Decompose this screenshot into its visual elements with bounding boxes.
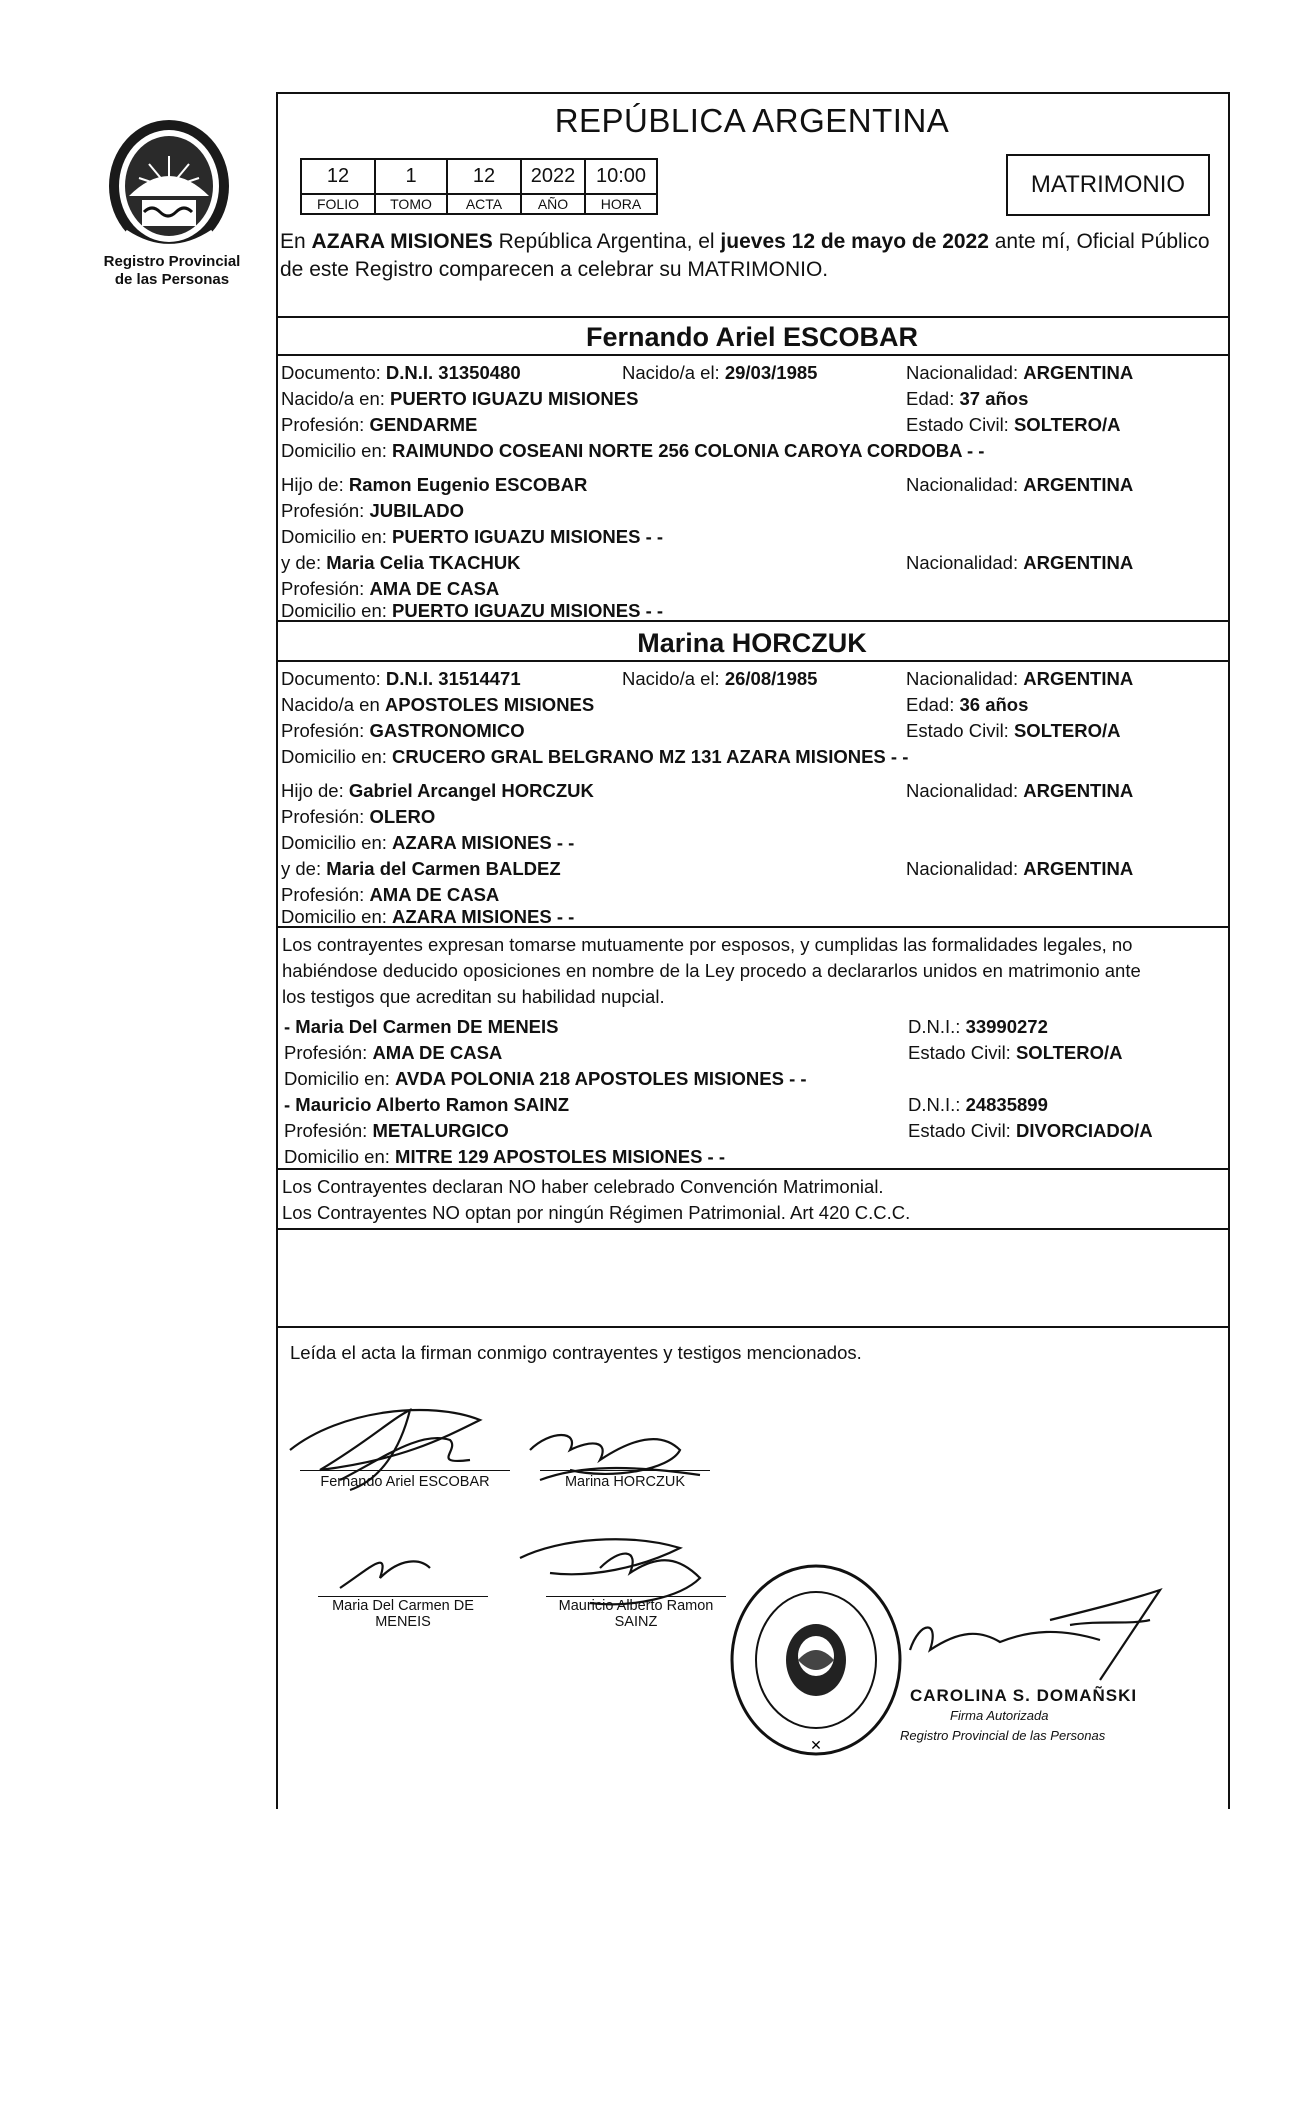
spouse1-mother-profession xyxy=(281,578,499,600)
label: Profesión: xyxy=(284,1042,368,1063)
label: Estado Civil: xyxy=(908,1120,1011,1141)
signature-name-3-line2: MENEIS xyxy=(375,1614,431,1630)
value: D.N.I. 31350480 xyxy=(385,362,521,383)
signature-name-4 xyxy=(546,1598,726,1630)
spouse2-father xyxy=(281,780,594,802)
closing-text: Leída el acta la firman conmigo contrayentes y testigos mencionados. xyxy=(290,1342,862,1363)
record-type-box: MATRIMONIO xyxy=(1006,154,1210,216)
label: Nacionalidad: xyxy=(906,362,1019,383)
value: AMA DE CASA xyxy=(372,1042,503,1063)
value: SOLTERO/A xyxy=(1015,1042,1123,1063)
spouse2-doc xyxy=(281,668,521,690)
intro-pre: En xyxy=(280,230,312,253)
label: Edad: xyxy=(906,694,955,715)
value: 29/03/1985 xyxy=(724,362,818,383)
seal-caption xyxy=(92,253,252,289)
label: D.N.I.: xyxy=(908,1094,961,1115)
rule-after-name1 xyxy=(276,354,1228,356)
witness2-address xyxy=(284,1146,725,1168)
value: SOLTERO/A xyxy=(1013,720,1121,741)
label: Estado Civil: xyxy=(906,720,1009,741)
spouse2-civil-status xyxy=(906,720,1121,742)
value: DIVORCIADO/A xyxy=(1015,1120,1153,1141)
rule-before-closing xyxy=(276,1326,1228,1328)
witness2-profession xyxy=(284,1120,509,1142)
label: Profesión: xyxy=(281,500,365,521)
label: Domicilio en: xyxy=(284,1146,390,1167)
seal-caption-line2: de las Personas xyxy=(114,271,230,288)
label: Domicilio en: xyxy=(281,526,387,547)
value: APOSTOLES MISIONES xyxy=(384,694,595,715)
value: Gabriel Arcangel HORCZUK xyxy=(348,780,594,801)
spouse2-father-nationality xyxy=(906,780,1133,802)
value: AMA DE CASA xyxy=(369,884,500,905)
official-line3: Registro Provincial de las Personas xyxy=(900,1728,1106,1743)
value: ARGENTINA xyxy=(1023,780,1134,801)
page-title: REPÚBLICA ARGENTINA xyxy=(554,102,950,139)
value: 36 años xyxy=(959,694,1029,715)
label: Nacido/a en: xyxy=(281,388,385,409)
spouse2-mother xyxy=(281,858,561,880)
anio-value: 2022 xyxy=(521,159,585,194)
label: D.N.I.: xyxy=(908,1016,961,1037)
spouse2-mother-address xyxy=(281,906,574,928)
spouse1-mother-nationality xyxy=(906,552,1133,574)
label: Profesión: xyxy=(281,884,365,905)
value: CRUCERO GRAL BELGRANO MZ 131 AZARA MISIONES - - xyxy=(392,746,909,767)
witness1-profession xyxy=(284,1042,502,1064)
spouse1-doc xyxy=(281,362,521,384)
witness2-civil-status xyxy=(908,1120,1153,1142)
value: AMA DE CASA xyxy=(369,578,500,599)
label: Domicilio en: xyxy=(281,906,387,927)
value: ARGENTINA xyxy=(1023,858,1134,879)
spouse2-father-address xyxy=(281,832,574,854)
signature-name-4-line2: SAINZ xyxy=(614,1614,658,1630)
label: Nacionalidad: xyxy=(906,552,1019,573)
label: Estado Civil: xyxy=(906,414,1009,435)
value: 37 años xyxy=(959,388,1029,409)
value: METALURGICO xyxy=(372,1120,509,1141)
provincial-seal xyxy=(104,116,234,256)
declaration-line2: habiéndose deducido oposiciones en nombre de la Ley procedo a declararlos unidos en matrimonio ante xyxy=(282,960,1141,981)
intro-place: AZARA MISIONES xyxy=(311,230,493,253)
notes-paragraph xyxy=(282,1174,1222,1226)
label: Documento: xyxy=(281,668,381,689)
svg-text:✕: ✕ xyxy=(810,1737,822,1753)
label: Nacido/a en xyxy=(281,694,380,715)
spouse2-name: Marina HORCZUK xyxy=(637,628,867,658)
spouse1-father-address xyxy=(281,526,663,548)
signature-line-1 xyxy=(300,1470,510,1471)
value: MITRE 129 APOSTOLES MISIONES - - xyxy=(395,1146,726,1167)
witness2-dni xyxy=(908,1094,1048,1116)
value: PUERTO IGUAZU MISIONES - - xyxy=(392,526,664,547)
value: - Maria Del Carmen DE MENEIS xyxy=(284,1016,559,1037)
signature-name-3 xyxy=(318,1598,488,1630)
label: Edad: xyxy=(906,388,955,409)
spouse2-birth-place xyxy=(281,694,594,716)
rule-after-intro xyxy=(276,316,1228,318)
witness1-address xyxy=(284,1068,807,1090)
value: RAIMUNDO COSEANI NORTE 256 COLONIA CAROYA CORDOBA - - xyxy=(392,440,985,461)
signature-line-3 xyxy=(318,1596,488,1597)
label: Hijo de: xyxy=(281,474,344,495)
value: D.N.I. 31514471 xyxy=(385,668,521,689)
label: Nacionalidad: xyxy=(906,858,1019,879)
spouse1-civil-status xyxy=(906,414,1121,436)
label: Nacionalidad: xyxy=(906,474,1019,495)
intro-post: ante mí, Oficial Público de este Registro comparecen a celebrar su MATRIMONIO. xyxy=(280,230,1210,281)
official-line2: Firma Autorizada xyxy=(950,1708,1049,1723)
rule-after-name2 xyxy=(276,660,1228,662)
witness1-civil-status xyxy=(908,1042,1123,1064)
value: OLERO xyxy=(369,806,436,827)
signature-name-1: Fernando Ariel ESCOBAR xyxy=(320,1474,490,1490)
spouse2-age xyxy=(906,694,1028,716)
value: GASTRONOMICO xyxy=(369,720,525,741)
label: Estado Civil: xyxy=(908,1042,1011,1063)
declaration-line3: los testigos que acreditan su habilidad nupcial. xyxy=(282,986,665,1007)
label: Nacionalidad: xyxy=(906,780,1019,801)
spouse1-mother xyxy=(281,552,521,574)
declaration-line1: Los contrayentes expresan tomarse mutuamente por esposos, y cumplidas las formalidades legales, no xyxy=(282,934,1133,955)
spouse1-address xyxy=(281,440,984,462)
intro-mid: República Argentina, el xyxy=(492,230,721,253)
signature-line-2 xyxy=(540,1470,710,1471)
value: PUERTO IGUAZU MISIONES - - xyxy=(392,600,664,621)
hora-value: 10:00 xyxy=(585,159,657,194)
official-signature xyxy=(900,1580,1200,1690)
spouse2-birth-date xyxy=(622,668,817,690)
spouse1-name: Fernando Ariel ESCOBAR xyxy=(585,322,919,352)
label: Nacido/a el: xyxy=(622,362,720,383)
value: GENDARME xyxy=(369,414,478,435)
witness1-dni xyxy=(908,1016,1048,1038)
label: y de: xyxy=(281,858,322,879)
spouse1-profession xyxy=(281,414,477,436)
signature-name-2: Marina HORCZUK xyxy=(564,1474,686,1490)
label: Domicilio en: xyxy=(284,1068,390,1089)
value: Ramon Eugenio ESCOBAR xyxy=(348,474,588,495)
signature-name-3-line1: Maria Del Carmen DE xyxy=(332,1598,474,1614)
signature-line-4 xyxy=(546,1596,726,1597)
spouse2-mother-nationality xyxy=(906,858,1133,880)
label: Domicilio en: xyxy=(281,832,387,853)
witness1-name xyxy=(284,1016,559,1038)
value: 33990272 xyxy=(965,1016,1048,1037)
label: Domicilio en: xyxy=(281,440,387,461)
acta-table xyxy=(300,158,658,215)
spouse1-father-nationality xyxy=(906,474,1133,496)
tomo-value: 1 xyxy=(375,159,447,194)
spouse1-father-profession xyxy=(281,500,464,522)
spouse2-profession xyxy=(281,720,525,742)
notes-line2: Los Contrayentes NO optan por ningún Régimen Patrimonial. Art 420 C.C.C. xyxy=(282,1202,911,1223)
label: Domicilio en: xyxy=(281,746,387,767)
label: Profesión: xyxy=(281,578,365,599)
value: PUERTO IGUAZU MISIONES xyxy=(390,388,639,409)
notes-line1: Los Contrayentes declaran NO haber celebrado Convención Matrimonial. xyxy=(282,1176,884,1197)
signature-name-4-line1: Mauricio Alberto Ramon xyxy=(558,1598,714,1614)
declaration-paragraph xyxy=(282,932,1222,1010)
spouse2-address xyxy=(281,746,908,768)
label: Hijo de: xyxy=(281,780,344,801)
acta-value: 12 xyxy=(447,159,521,194)
rule-before-notes xyxy=(276,1168,1228,1170)
value: AZARA MISIONES - - xyxy=(392,832,575,853)
spouse1-mother-address xyxy=(281,600,663,622)
official-name: CAROLINA S. DOMAÑSKI xyxy=(910,1686,1138,1705)
rule-after-notes xyxy=(276,1228,1228,1230)
value: AVDA POLONIA 218 APOSTOLES MISIONES - - xyxy=(395,1068,807,1089)
tomo-label: TOMO xyxy=(375,194,447,214)
value: 26/08/1985 xyxy=(724,668,818,689)
spouse2-father-profession xyxy=(281,806,435,828)
spouse1-birth-place xyxy=(281,388,638,410)
official-round-stamp xyxy=(726,1560,906,1760)
label: Profesión: xyxy=(281,414,365,435)
value: 24835899 xyxy=(965,1094,1048,1115)
acta-label: ACTA xyxy=(447,194,521,214)
label: Nacionalidad: xyxy=(906,668,1019,689)
spouse1-father xyxy=(281,474,587,496)
spouse2-mother-profession xyxy=(281,884,499,906)
label: Profesión: xyxy=(281,806,365,827)
hora-label: HORA xyxy=(585,194,657,214)
value: AZARA MISIONES - - xyxy=(392,906,575,927)
value: ARGENTINA xyxy=(1023,362,1134,383)
label: Domicilio en: xyxy=(281,600,387,621)
label: Profesión: xyxy=(284,1120,368,1141)
value: ARGENTINA xyxy=(1023,474,1134,495)
anio-label: AÑO xyxy=(521,194,585,214)
spouse1-nationality xyxy=(906,362,1133,384)
label: Nacido/a el: xyxy=(622,668,720,689)
label: y de: xyxy=(281,552,322,573)
value: JUBILADO xyxy=(369,500,464,521)
spouse2-nationality xyxy=(906,668,1133,690)
value: SOLTERO/A xyxy=(1013,414,1121,435)
value: ARGENTINA xyxy=(1023,552,1134,573)
value: Maria Celia TKACHUK xyxy=(326,552,521,573)
spouse1-age xyxy=(906,388,1028,410)
folio-value: 12 xyxy=(301,159,375,194)
value: - Mauricio Alberto Ramon SAINZ xyxy=(284,1094,570,1115)
intro-date: jueves 12 de mayo de 2022 xyxy=(720,230,989,253)
seal-caption-line1: Registro Provincial xyxy=(103,253,241,270)
value: Maria del Carmen BALDEZ xyxy=(326,858,561,879)
witness2-name xyxy=(284,1094,569,1116)
value: ARGENTINA xyxy=(1023,668,1134,689)
label: Documento: xyxy=(281,362,381,383)
label: Profesión: xyxy=(281,720,365,741)
folio-label: FOLIO xyxy=(301,194,375,214)
intro-paragraph xyxy=(280,228,1222,284)
spouse1-birth-date xyxy=(622,362,817,384)
